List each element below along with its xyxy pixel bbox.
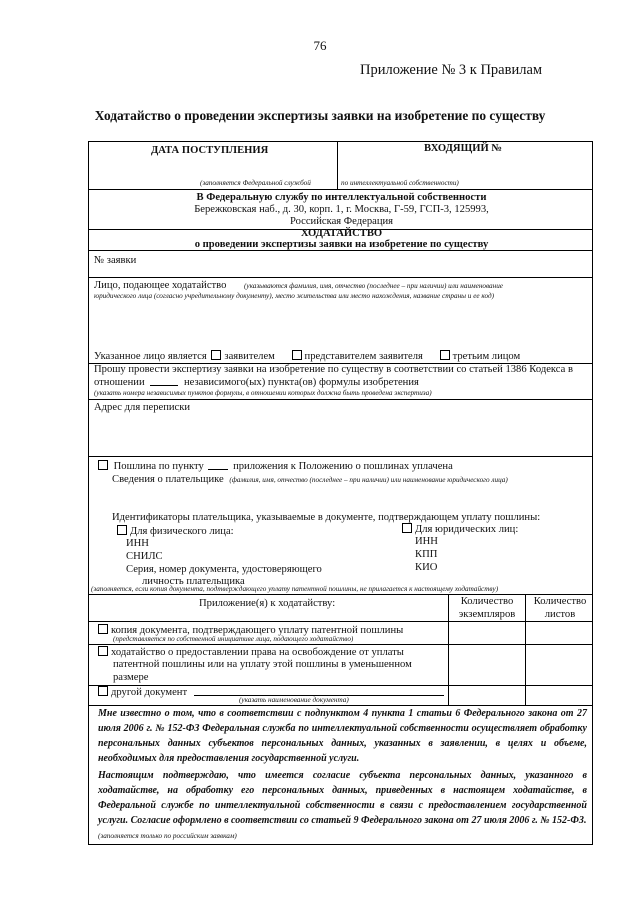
attachment-other-field[interactable] — [194, 686, 444, 696]
payer-row — [112, 474, 508, 486]
copies-header-2: экземпляров — [458, 609, 516, 620]
representative-checkbox[interactable] — [292, 350, 302, 360]
attachment-other-note: (указать наименование документа) — [239, 696, 349, 704]
sheets-header-1: Количество — [533, 596, 587, 607]
consent-paragraph-2: Настоящим подтверждаю, что имеется согласие субъекта персональных данных, указанного в ходатайстве, на обработку его персональных данных, приведенных в настоящем ходатайстве, в Федеральной службе по интеллектуальной собственности в связи с предоставлением государственной услуги. Согласие оформлено в соответствии со статьей 9 Федерального закона от 27 июля 2006 г. № 152-ФЗ. — [98, 770, 587, 826]
individual-label: Для физического лица: — [130, 526, 234, 537]
application-number-label: № заявки — [94, 255, 137, 266]
passport-label-line1: Серия, номер документа, удостоверяющего — [126, 564, 322, 575]
applicant-checkbox[interactable] — [211, 350, 221, 360]
addressee-line3: Российская Федерация — [289, 216, 394, 227]
copies-header-1: Количество — [460, 596, 514, 607]
payer-note: (фамилия, имя, отчество (последнее – при наличии) или наименование юридического лица) — [229, 476, 508, 484]
attachment-other-label: другой документ — [111, 687, 188, 698]
attachment-fee-copy-checkbox[interactable] — [98, 624, 108, 634]
addressee-line2: Бережковская наб., д. 30, корп. 1, г. Москва, Г-59, ГСП-3, 125993, — [194, 204, 489, 215]
passport-label-line2: личность плательщика — [142, 576, 245, 587]
option-representative: представителем заявителя — [304, 351, 423, 362]
request-line1: Прошу провести экспертизу заявки на изобретение по существу в соответствии со статьей 1386 Кодекса в — [94, 364, 573, 375]
request-line2 — [94, 376, 419, 389]
rule-att1-bottom — [89, 644, 592, 645]
attachment-exemption-line1: ходатайство о предоставлении права на освобождение от уплаты — [111, 647, 404, 658]
kpp-label: КПП — [415, 549, 438, 560]
sheets-header-2: листов — [544, 609, 576, 620]
request-line2-a: отношении — [94, 377, 145, 388]
snils-label: СНИЛС — [126, 551, 163, 562]
fill-note-left: (заполняется Федеральной службой — [200, 179, 311, 187]
applicant-label: Лицо, подающее ходатайство — [94, 280, 227, 291]
fee-line1-b: приложения к Положению о пошлинах уплачена — [233, 461, 453, 472]
fill-note-right: по интеллектуальной собственности) — [341, 179, 459, 187]
payer-ids-label: Идентификаторы плательщика, указываемые в документе, подтверждающем уплату пошлины: — [112, 512, 541, 523]
fee-paid-checkbox[interactable] — [98, 460, 108, 470]
attachments-header: Приложение(я) к ходатайству: — [199, 598, 336, 609]
applicant-note1: (указываются фамилия, имя, отчество (последнее – при наличии) или наименование — [244, 282, 504, 290]
appendix-label: Приложение № 3 к Правилам — [360, 62, 543, 78]
option-applicant: заявителем — [224, 351, 275, 362]
correspondence-address-label: Адрес для переписки — [94, 402, 191, 413]
addressee-line1: В Федеральную службу по интеллектуальной собственности — [196, 192, 487, 203]
legal-entity-checkbox[interactable] — [402, 523, 412, 533]
fee-line1 — [98, 460, 453, 473]
request-line2-b: независимого(ых) пункта(ов) формулы изобретения — [183, 377, 419, 388]
inn-legal-label: ИНН — [415, 536, 438, 547]
petition-form — [88, 141, 593, 845]
attachment-exemption-line3: размере — [113, 672, 149, 683]
fee-line1-a: Пошлина по пункту — [113, 461, 204, 472]
consent-paragraph-1: Мне известно о том, что в соответствии с подпунктом 4 пункта 1 статьи 6 Федерального закона от 27 июля 2006 г. № 152-ФЗ Федеральная служба по интеллектуальной собственности осуществляет обработку персональных данных субъектов персональных данных, указанных в заявлении, в целях и объеме, необходимых для предоставления государственной услуги. — [98, 708, 587, 764]
individual-checkbox[interactable] — [117, 525, 127, 535]
individual-row — [117, 525, 234, 538]
kio-label: КИО — [415, 562, 438, 573]
consent-note: (заполняется только по российским заявкам) — [98, 832, 237, 840]
fee-fill-note: (заполняется, если копия документа, подтверждающего уплату патентной пошлины, не прилагается к настоящему ходатайству) — [91, 585, 499, 593]
legal-entity-label: Для юридических лиц: — [415, 524, 519, 535]
attachment-fee-copy-label: копия документа, подтверждающего уплату патентной пошлины — [111, 625, 404, 636]
attachment-exemption-line2: патентной пошлины или на уплату этой пошлины в уменьшенном — [113, 659, 412, 670]
petition-subheading: о проведении экспертизы заявки на изобретение по существу — [194, 239, 489, 250]
page-number: 76 — [313, 38, 327, 53]
attachment-other-checkbox[interactable] — [98, 686, 108, 696]
rule-fee-bottom — [89, 594, 592, 595]
rule-correspondence-bottom — [89, 456, 592, 457]
petition-heading: ХОДАТАЙСТВО — [300, 228, 383, 239]
attachment-fee-copy-note: (представляется по собственной инициативе лица, подающего ходатайство) — [113, 635, 354, 643]
rule-att-header-bottom — [89, 621, 592, 622]
rule-header-bottom — [89, 189, 592, 190]
attachment-exemption — [98, 646, 404, 659]
legal-entity-row — [402, 523, 518, 536]
third-party-checkbox[interactable] — [440, 350, 450, 360]
date-received-label: ДАТА ПОСТУПЛЕНИЯ — [151, 145, 269, 156]
applicant-note2: юридического лица (согласно учредительному документу), место жительства или место нахождения, название страны и ее код) — [94, 292, 494, 300]
document-title: Ходатайство о проведении экспертизы заявки на изобретение по существу — [94, 108, 546, 123]
attachment-exemption-checkbox[interactable] — [98, 646, 108, 656]
applicant-status-row — [94, 350, 520, 363]
request-note: (указать номера независимых пунктов формулы, в отношении которых должна быть проведена экспертиза) — [94, 389, 432, 397]
rule-request-bottom — [89, 399, 592, 400]
fee-item-field[interactable] — [208, 460, 228, 470]
incoming-number-label: ВХОДЯЩИЙ № — [424, 143, 502, 154]
inn-individual-label: ИНН — [126, 538, 149, 549]
claims-number-field[interactable] — [150, 376, 178, 386]
rule-appno-bottom — [89, 277, 592, 278]
payer-label: Сведения о плательщике — [112, 474, 224, 485]
rule-header-divider — [337, 142, 338, 189]
applicant-status-label: Указанное лицо является — [94, 351, 207, 362]
option-third-party: третьим лицом — [452, 351, 521, 362]
